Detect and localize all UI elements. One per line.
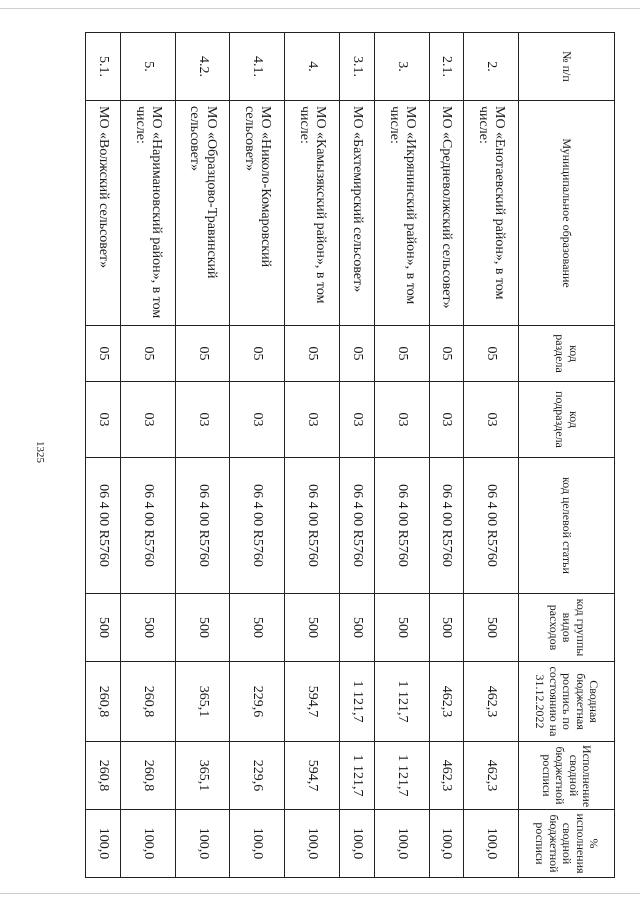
- budget-plan-cell: 462,3: [464, 662, 519, 742]
- expense-group-cell: 500: [340, 594, 375, 662]
- execution-cell: 462,3: [464, 742, 519, 810]
- percent-cell: 100,0: [429, 810, 464, 878]
- target-code-cell: 06 4 00 R5760: [230, 458, 285, 594]
- execution-cell: 229,6: [230, 742, 285, 810]
- row-number-cell: 4.: [285, 33, 340, 101]
- page-number: 1325: [34, 441, 46, 463]
- municipality-cell: МО «Николо-Комаровский сельсовет»: [230, 101, 285, 326]
- row-number-cell: 5.: [120, 33, 175, 101]
- municipality-cell: МО «Наримановский район», в том числе:: [120, 101, 175, 326]
- percent-cell: 100,0: [464, 810, 519, 878]
- table-row: [120, 33, 175, 878]
- execution-cell: 594,7: [285, 742, 340, 810]
- percent-cell: 100,0: [374, 810, 429, 878]
- municipality-cell: МО «Образцово-Травинский сельсовет»: [175, 101, 230, 326]
- execution-cell: 260,8: [86, 742, 121, 810]
- scan-edge-top: [0, 8, 640, 9]
- execution-cell: 462,3: [429, 742, 464, 810]
- subsection-code-cell: 03: [464, 382, 519, 458]
- section-code-cell: 05: [285, 326, 340, 382]
- municipality-cell: МО «Волжский сельсовет»: [86, 101, 121, 326]
- execution-cell: 1 121,7: [374, 742, 429, 810]
- row-number-cell: 4.2.: [175, 33, 230, 101]
- target-code-cell: 06 4 00 R5760: [285, 458, 340, 594]
- table-row: [374, 33, 429, 878]
- row-number-cell: 3.1.: [340, 33, 375, 101]
- percent-cell: 100,0: [86, 810, 121, 878]
- header-cell: код раздела: [519, 326, 615, 382]
- table-header: [519, 33, 615, 878]
- subsection-code-cell: 03: [230, 382, 285, 458]
- header-cell: Муниципальное образование: [519, 101, 615, 326]
- expense-group-cell: 500: [175, 594, 230, 662]
- scan-edge-bottom: [0, 893, 640, 894]
- subsection-code-cell: 03: [86, 382, 121, 458]
- rotated-table-container: [85, 32, 615, 877]
- subsection-code-cell: 03: [285, 382, 340, 458]
- row-number-cell: 3.: [374, 33, 429, 101]
- subsection-code-cell: 03: [175, 382, 230, 458]
- expense-group-cell: 500: [374, 594, 429, 662]
- table-row: [175, 33, 230, 878]
- subsection-code-cell: 03: [374, 382, 429, 458]
- budget-plan-cell: 594,7: [285, 662, 340, 742]
- budget-plan-cell: 260,8: [120, 662, 175, 742]
- header-cell: Исполнение сводной бюджетной росписи: [519, 742, 615, 810]
- budget-plan-cell: 1 121,7: [340, 662, 375, 742]
- header-cell: код подраздела: [519, 382, 615, 458]
- percent-cell: 100,0: [285, 810, 340, 878]
- percent-cell: 100,0: [340, 810, 375, 878]
- budget-plan-cell: 1 121,7: [374, 662, 429, 742]
- row-number-cell: 4.1.: [230, 33, 285, 101]
- municipality-cell: МО «Бахтемирский сельсовет»: [340, 101, 375, 326]
- target-code-cell: 06 4 00 R5760: [374, 458, 429, 594]
- budget-plan-cell: 229,6: [230, 662, 285, 742]
- municipality-cell: МО «Икрянинский район», в том числе:: [374, 101, 429, 326]
- execution-cell: 365,1: [175, 742, 230, 810]
- expense-group-cell: 500: [86, 594, 121, 662]
- expense-group-cell: 500: [285, 594, 340, 662]
- header-cell: % исполнения сводной бюджетной росписи: [519, 810, 615, 878]
- section-code-cell: 05: [464, 326, 519, 382]
- target-code-cell: 06 4 00 R5760: [429, 458, 464, 594]
- expense-group-cell: 500: [464, 594, 519, 662]
- execution-cell: 1 121,7: [340, 742, 375, 810]
- expense-group-cell: 500: [230, 594, 285, 662]
- municipality-cell: МО «Средневолжский сельсовет»: [429, 101, 464, 326]
- percent-cell: 100,0: [230, 810, 285, 878]
- table-row: [340, 33, 375, 878]
- target-code-cell: 06 4 00 R5760: [340, 458, 375, 594]
- table-row: [429, 33, 464, 878]
- header-cell: код целевой статьи: [519, 458, 615, 594]
- budget-plan-cell: 365,1: [175, 662, 230, 742]
- section-code-cell: 05: [340, 326, 375, 382]
- row-number-cell: 2.1.: [429, 33, 464, 101]
- section-code-cell: 05: [429, 326, 464, 382]
- expense-group-cell: 500: [429, 594, 464, 662]
- section-code-cell: 05: [374, 326, 429, 382]
- subsection-code-cell: 03: [429, 382, 464, 458]
- expense-group-cell: 500: [120, 594, 175, 662]
- row-number-cell: 2.: [464, 33, 519, 101]
- subsection-code-cell: 03: [120, 382, 175, 458]
- table-row: [230, 33, 285, 878]
- section-code-cell: 05: [86, 326, 121, 382]
- target-code-cell: 06 4 00 R5760: [86, 458, 121, 594]
- section-code-cell: 05: [175, 326, 230, 382]
- section-code-cell: 05: [120, 326, 175, 382]
- target-code-cell: 06 4 00 R5760: [120, 458, 175, 594]
- table-body: [86, 33, 519, 878]
- execution-cell: 260,8: [120, 742, 175, 810]
- municipality-cell: МО «Камызякский район», в том числе:: [285, 101, 340, 326]
- budget-plan-cell: 260,8: [86, 662, 121, 742]
- municipality-cell: МО «Енотаевский район», в том числе:: [464, 101, 519, 326]
- percent-cell: 100,0: [120, 810, 175, 878]
- target-code-cell: 06 4 00 R5760: [464, 458, 519, 594]
- table-row: [86, 33, 121, 878]
- target-code-cell: 06 4 00 R5760: [175, 458, 230, 594]
- budget-table: [85, 32, 615, 878]
- subsection-code-cell: 03: [340, 382, 375, 458]
- header-cell: код группы видов расходов: [519, 594, 615, 662]
- budget-plan-cell: 462,3: [429, 662, 464, 742]
- row-number-cell: 5.1.: [86, 33, 121, 101]
- percent-cell: 100,0: [175, 810, 230, 878]
- section-code-cell: 05: [230, 326, 285, 382]
- header-cell: № п/п: [519, 33, 615, 101]
- header-cell: Сводная бюджетная роспись по состоянию на 31.12.2022: [519, 662, 615, 742]
- table-row: [464, 33, 519, 878]
- table-row: [285, 33, 340, 878]
